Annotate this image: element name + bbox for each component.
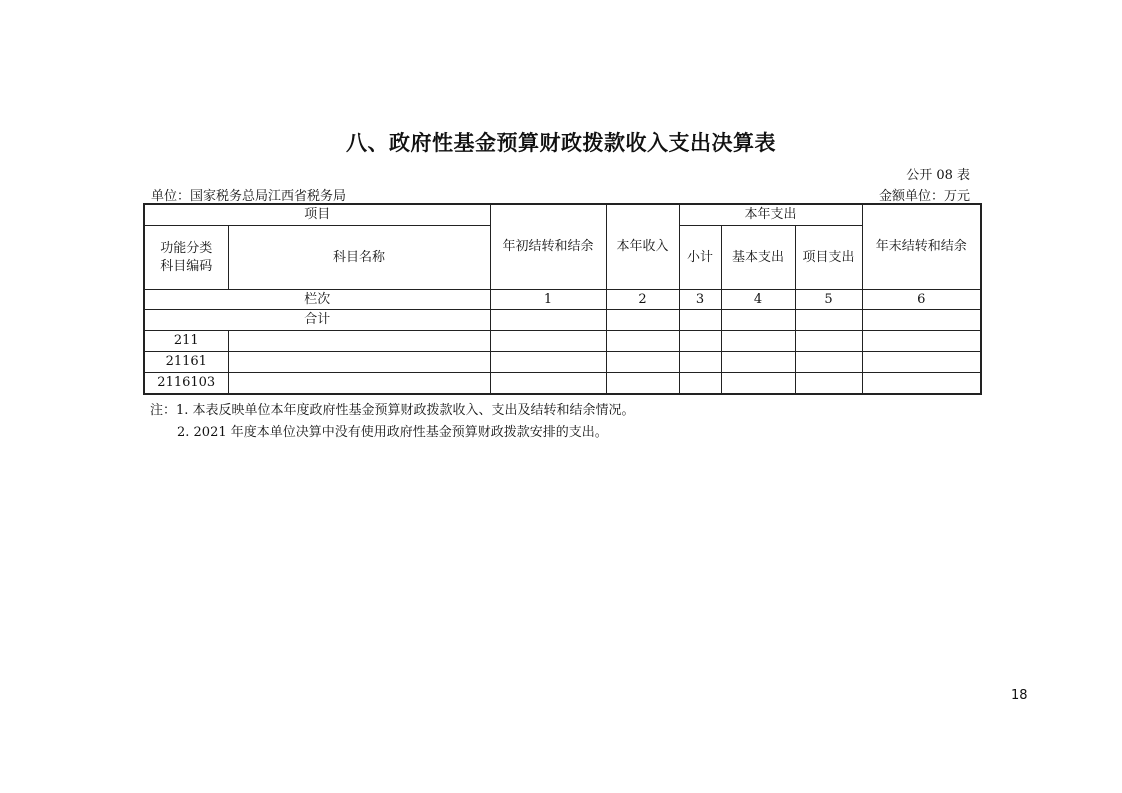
header-func-code xyxy=(144,226,228,290)
index-col-5: 5 xyxy=(795,290,862,310)
total-cell xyxy=(679,310,721,331)
index-row xyxy=(144,290,981,310)
row-code: 211 xyxy=(144,331,228,352)
table-cell xyxy=(795,352,862,373)
header-begin-balance: 年初结转和结余 xyxy=(490,204,606,290)
index-label: 栏次 xyxy=(144,290,490,310)
table-cell xyxy=(606,352,679,373)
header-income: 本年收入 xyxy=(606,204,679,290)
index-col-2: 2 xyxy=(606,290,679,310)
header-basic-expense: 基本支出 xyxy=(721,226,795,290)
table-cell xyxy=(490,352,606,373)
page-number: 18 xyxy=(1011,688,1028,703)
table-cell xyxy=(490,373,606,395)
table-cell xyxy=(679,352,721,373)
header-project-expense: 项目支出 xyxy=(795,226,862,290)
total-cell xyxy=(721,310,795,331)
row-name xyxy=(228,331,490,352)
money-unit: 金额单位：万元 xyxy=(878,189,970,204)
table-cell xyxy=(679,373,721,395)
total-row xyxy=(144,310,981,331)
row-name xyxy=(228,352,490,373)
table-cell xyxy=(795,331,862,352)
table-cell xyxy=(721,331,795,352)
table-row xyxy=(144,331,981,352)
index-col-3: 3 xyxy=(679,290,721,310)
table-row xyxy=(144,352,981,373)
table-cell xyxy=(862,352,981,373)
total-cell xyxy=(490,310,606,331)
form-number: 公开 08 表 xyxy=(906,168,970,183)
row-code: 2116103 xyxy=(144,373,228,395)
table-cell xyxy=(862,373,981,395)
index-col-1: 1 xyxy=(490,290,606,310)
table-cell xyxy=(606,373,679,395)
header-func-code-line1: 功能分类 xyxy=(160,240,213,256)
page-title: 八、政府性基金预算财政拨款收入支出决算表 xyxy=(346,131,776,155)
row-code: 21161 xyxy=(144,352,228,373)
index-col-6: 6 xyxy=(862,290,981,310)
total-cell xyxy=(795,310,862,331)
total-cell xyxy=(862,310,981,331)
header-expense-group: 本年支出 xyxy=(679,204,862,226)
table-cell xyxy=(606,331,679,352)
header-project: 项目 xyxy=(144,204,490,226)
table-row xyxy=(144,373,981,395)
index-col-4: 4 xyxy=(721,290,795,310)
table-cell xyxy=(721,352,795,373)
table-cell xyxy=(490,331,606,352)
note-1: 注：1. 本表反映单位本年度政府性基金预算财政拨款收入、支出及结转和结余情况。 xyxy=(150,403,635,418)
table-cell xyxy=(795,373,862,395)
budget-table xyxy=(143,203,982,395)
header-subject-name: 科目名称 xyxy=(228,226,490,290)
header-end-balance: 年末结转和结余 xyxy=(862,204,981,290)
table-cell xyxy=(862,331,981,352)
reporting-unit: 单位：国家税务总局江西省税务局 xyxy=(151,189,347,204)
note-2: 2. 2021 年度本单位决算中没有使用政府性基金预算财政拨款安排的支出。 xyxy=(177,425,608,440)
total-cell xyxy=(606,310,679,331)
notes xyxy=(150,400,635,444)
header-row-1 xyxy=(144,204,981,226)
table-cell xyxy=(679,331,721,352)
header-func-code-line2: 科目编码 xyxy=(160,258,213,274)
row-name xyxy=(228,373,490,395)
header-subtotal: 小计 xyxy=(679,226,721,290)
total-label: 合计 xyxy=(144,310,490,331)
table-cell xyxy=(721,373,795,395)
